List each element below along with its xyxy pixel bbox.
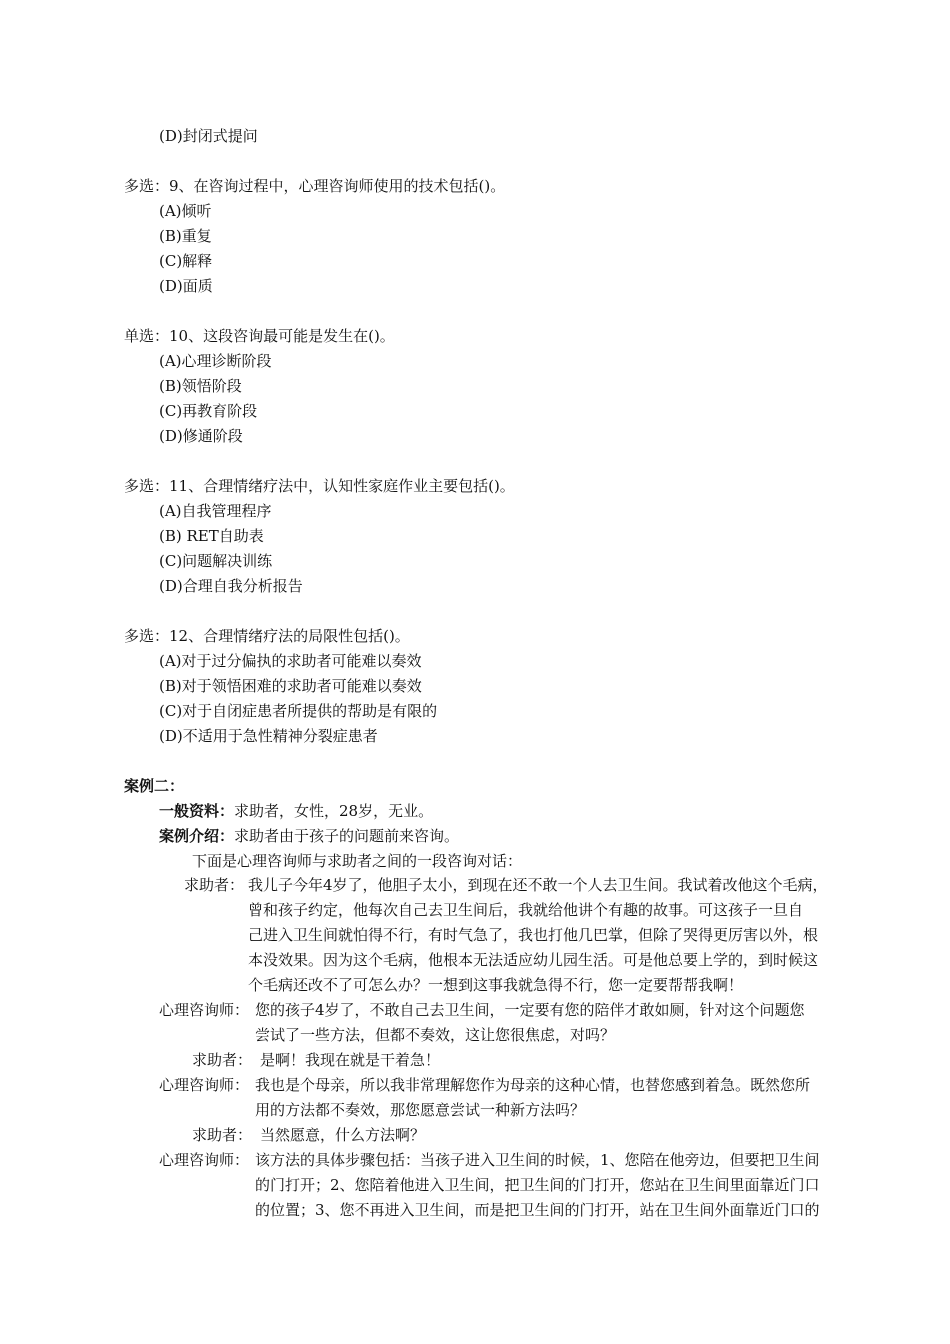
option-text: (D)封闭式提问 [159,127,258,145]
speech-line: 我也是个母亲，所以我非常理解您作为母亲的这种心情，也替您感到着急。既然您所 [255,1076,811,1094]
speech-line: 尝试了一些方法，但都不奏效，这让您很焦虑，对吗？ [255,1026,616,1044]
speech-line: 我儿子今年4岁了，他胆子太小，到现在还不敢一个人去卫生间。我试着改他这个毛病， [248,876,828,894]
case-intro-text: 求助者由于孩子的问题前来咨询。 [234,827,460,845]
option-text: (B) RET自助表 [159,527,264,545]
question-stem: 多选：9、在咨询过程中，心理咨询师使用的技术包括()。 [124,177,506,195]
speaker-label: 心理咨询师： [159,1076,250,1094]
dialog-turn [159,1073,810,1123]
general-info-text: 求助者，女性，28岁，无业。 [234,802,434,820]
dialog-turn [184,873,828,998]
speech-text [260,1048,440,1073]
speech-line: 您的孩子4岁了，不敢自己去卫生间，一定要有您的陪伴才敢如厕，针对这个问题您 [255,1001,805,1019]
option-text: (A)自我管理程序 [159,502,272,520]
speech-text [255,1148,820,1223]
dialog-intro: 下面是心理咨询师与求助者之间的一段咨询对话： [192,852,523,870]
speech-line: 本没效果。因为这个毛病，他根本无法适应幼儿园生活。可是他总要上学的，到时候这 [248,951,819,969]
general-info-label: 一般资料： [159,802,235,820]
speech-line: 该方法的具体步骤包括：当孩子进入卫生间的时候，1、您陪在他旁边，但要把卫生间 [255,1151,820,1169]
speech-line: 当然愿意，什么方法啊？ [260,1126,426,1144]
option-text: (D)不适用于急性精神分裂症患者 [159,727,378,745]
dialog-turn [192,1123,425,1148]
speech-line: 的门打开；2、您陪着他进入卫生间，把卫生间的门打开，您站在卫生间里面靠近门口 [255,1176,820,1194]
speech-text [255,1073,810,1123]
option-text: (D)合理自我分析报告 [159,577,303,595]
option-text: (B)重复 [159,227,212,245]
speaker-label: 心理咨询师： [159,1151,250,1169]
option-text: (B)对于领悟困难的求助者可能难以奏效 [159,677,422,695]
speech-line: 个毛病还改不了可怎么办？一想到这事我就急得不行，您一定要帮帮我啊！ [248,976,744,994]
dialog-turn [159,1148,820,1223]
option-text: (A)倾听 [159,202,212,220]
speech-text [255,998,805,1048]
question-stem: 多选：12、合理情绪疗法的局限性包括()。 [124,627,410,645]
option-text: (C)问题解决训练 [159,552,273,570]
question-stem: 单选：10、这段咨询最可能是发生在()。 [124,327,395,345]
option-text: (C)对于自闭症患者所提供的帮助是有限的 [159,702,438,720]
speech-text [248,873,828,998]
option-text: (D)面质 [159,277,213,295]
dialog-turn [159,998,805,1048]
speech-line: 的位置；3、您不再进入卫生间，而是把卫生间的门打开，站在卫生间外面靠近门口的 [255,1201,820,1219]
speaker-label: 心理咨询师： [159,1001,250,1019]
speaker-label: 求助者： [192,1051,253,1069]
dialog-turn [192,1048,440,1073]
option-text: (B)领悟阶段 [159,377,242,395]
speech-line: 曾和孩子约定，他每次自己去卫生间后，我就给他讲个有趣的故事。可这孩子一旦自 [248,901,804,919]
speaker-label: 求助者： [192,1126,253,1144]
speaker-label: 求助者： [184,876,245,894]
speech-text [260,1123,425,1148]
option-text: (C)解释 [159,252,213,270]
case-intro [159,826,459,846]
case-title: 案例二： [124,777,185,795]
speech-line: 用的方法都不奏效，那您愿意尝试一种新方法吗？ [255,1101,586,1119]
case-intro-label: 案例介绍： [159,827,235,845]
option-text: (A)心理诊断阶段 [159,352,272,370]
speech-line: 是啊！我现在就是干着急！ [260,1051,441,1069]
option-text: (A)对于过分偏执的求助者可能难以奏效 [159,652,422,670]
question-stem: 多选：11、合理情绪疗法中，认知性家庭作业主要包括()。 [124,477,515,495]
speech-line: 己进入卫生间就怕得不行，有时气急了，我也打他几巴掌，但除了哭得更厉害以外，根 [248,926,819,944]
general-info [159,801,433,821]
option-text: (C)再教育阶段 [159,402,258,420]
option-text: (D)修通阶段 [159,427,243,445]
